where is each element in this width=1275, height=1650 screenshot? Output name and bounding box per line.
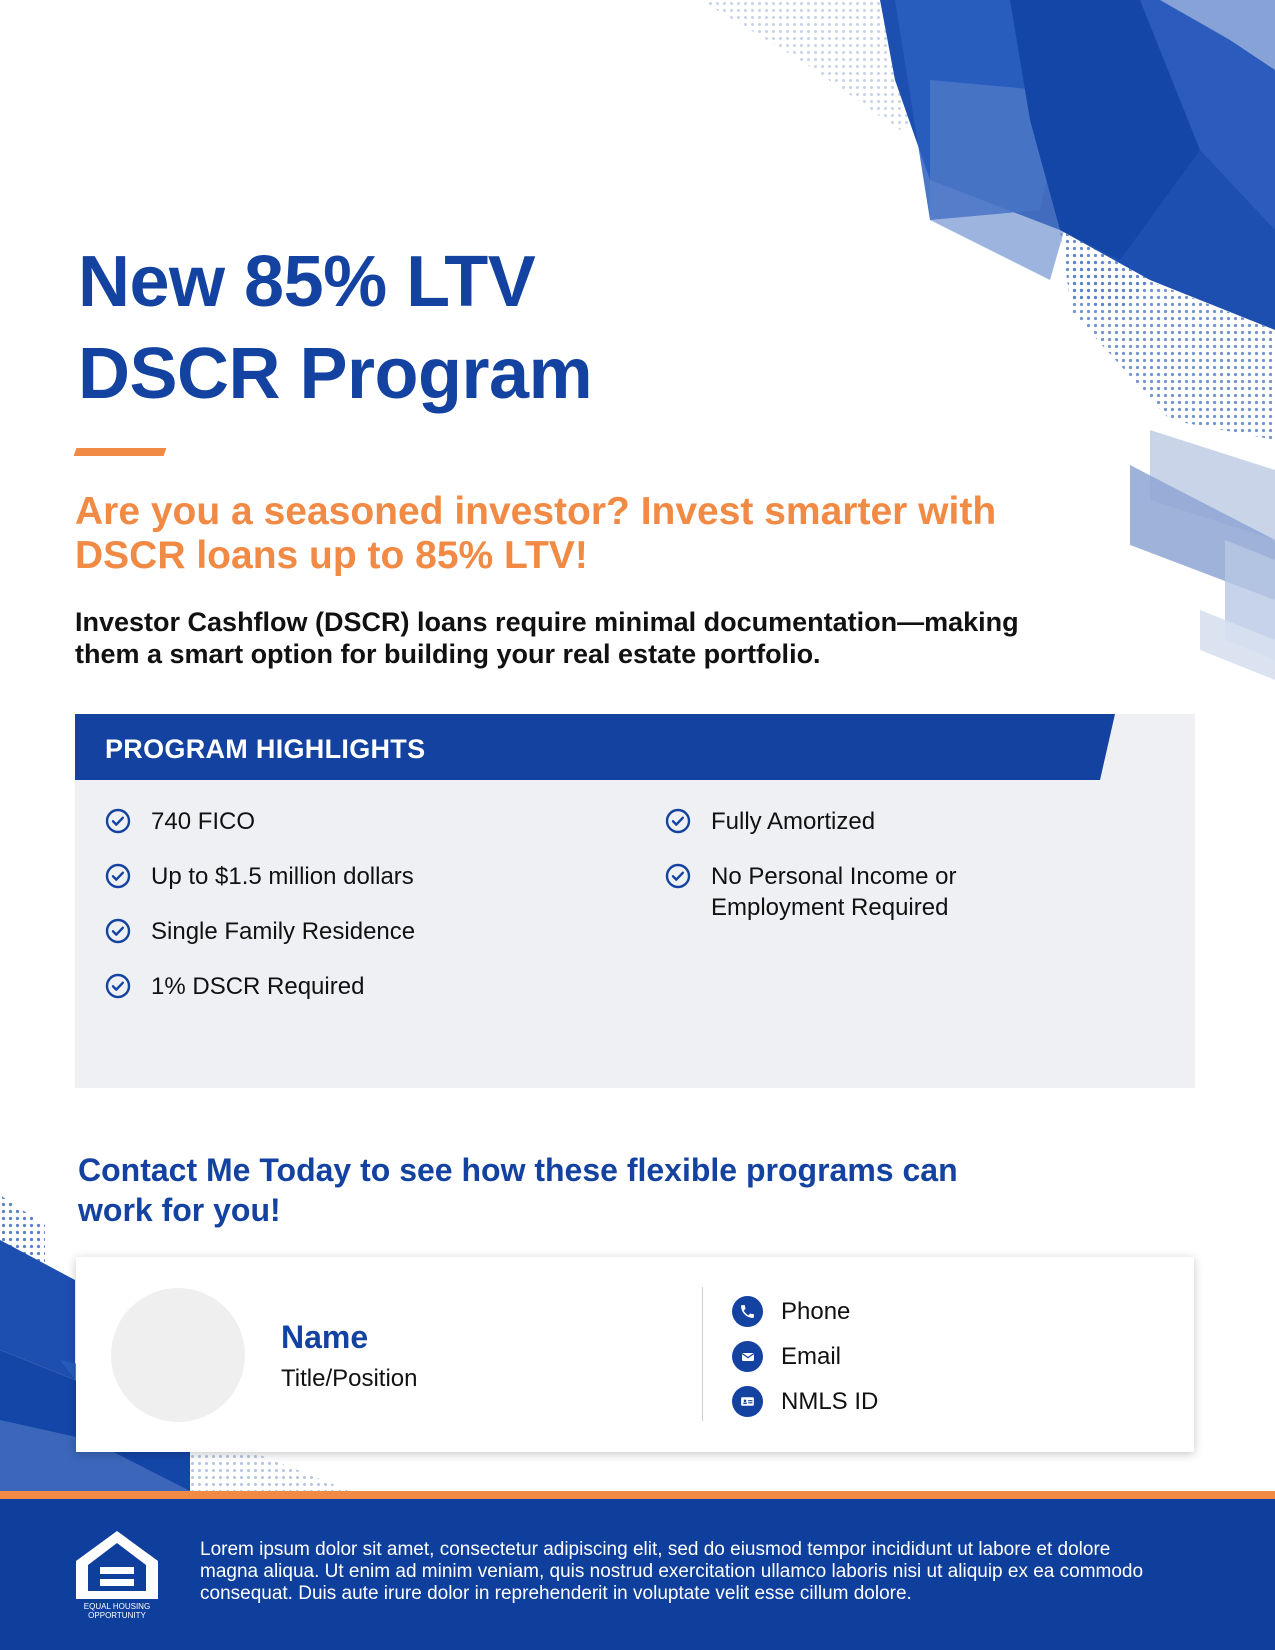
- id-card-icon: [732, 1386, 763, 1417]
- highlight-item: [105, 806, 481, 837]
- highlight-text: 1% DSCR Required: [151, 973, 365, 1000]
- highlight-text: No Personal Income or Employment Required: [711, 863, 957, 921]
- highlight-item: [105, 861, 481, 892]
- footer-disclaimer: Lorem ipsum dolor sit amet, consectetur adipiscing elit, sed do eiusmod tempor incididunt ut labore et dolore magna aliqua. Ut enim ad minim veniam, quis nostrud exercitation ullamco laboris nisi ut aliquip ex ea commodo consequat. Duis aute irure dolor in reprehenderit in voluptate velit esse cillum dolore.: [200, 1539, 1144, 1604]
- check-circle-icon: [665, 808, 691, 834]
- contact-name: Name: [281, 1319, 369, 1355]
- contact-details-list: [732, 1289, 878, 1424]
- highlight-text: Up to $1.5 million dollars: [151, 863, 414, 890]
- eho-logo-text-line-1: EQUAL HOUSING: [83, 1602, 151, 1611]
- equal-housing-opportunity-logo: [74, 1529, 160, 1621]
- highlights-header-title: PROGRAM HIGHLIGHTS: [105, 734, 426, 764]
- highlight-item: [665, 806, 1041, 837]
- footer: [0, 1499, 1275, 1650]
- highlight-text: Fully Amortized: [711, 808, 876, 835]
- avatar: [111, 1288, 245, 1422]
- highlight-item: [105, 916, 481, 947]
- contact-position: Title/Position: [281, 1365, 418, 1392]
- contact-heading: Contact Me Today to see how these flexible programs can work for you!: [78, 1152, 958, 1228]
- highlight-item: [665, 861, 1041, 923]
- check-circle-icon: [105, 973, 131, 999]
- highlights-left-column: [105, 806, 481, 1026]
- contact-email-label: Email: [781, 1342, 842, 1370]
- subheadline: Are you a seasoned investor? Invest smarter with DSCR loans up to 85% LTV!: [75, 490, 997, 577]
- contact-row-nmls: [732, 1379, 878, 1424]
- title-line-2: DSCR Program: [78, 334, 593, 414]
- contact-nmls-label: NMLS ID: [781, 1387, 879, 1415]
- check-circle-icon: [105, 863, 131, 889]
- highlight-text: 740 FICO: [151, 808, 256, 835]
- program-highlights-panel: [75, 714, 1195, 1088]
- title-line-1: New 85% LTV: [78, 242, 536, 322]
- lead-paragraph: Investor Cashflow (DSCR) loans require minimal documentation—making them a smart option for building your real estate portfolio.: [75, 607, 1019, 669]
- contact-row-email[interactable]: [732, 1334, 878, 1379]
- page-title: [78, 236, 592, 420]
- highlights-right-column: [665, 806, 1041, 947]
- check-circle-icon: [665, 863, 691, 889]
- contact-card: [76, 1257, 1194, 1452]
- check-circle-icon: [105, 918, 131, 944]
- contact-phone-label: Phone: [781, 1297, 851, 1325]
- contact-row-phone[interactable]: [732, 1289, 878, 1334]
- accent-divider: [74, 448, 167, 456]
- footer-accent-stripe: [0, 1491, 1275, 1499]
- check-circle-icon: [105, 808, 131, 834]
- highlight-text: Single Family Residence: [151, 918, 416, 945]
- highlight-item: [105, 971, 481, 1002]
- email-icon: [732, 1341, 763, 1372]
- phone-icon: [732, 1296, 763, 1327]
- eho-logo-text-line-2: OPPORTUNITY: [88, 1611, 146, 1620]
- card-divider: [702, 1287, 703, 1421]
